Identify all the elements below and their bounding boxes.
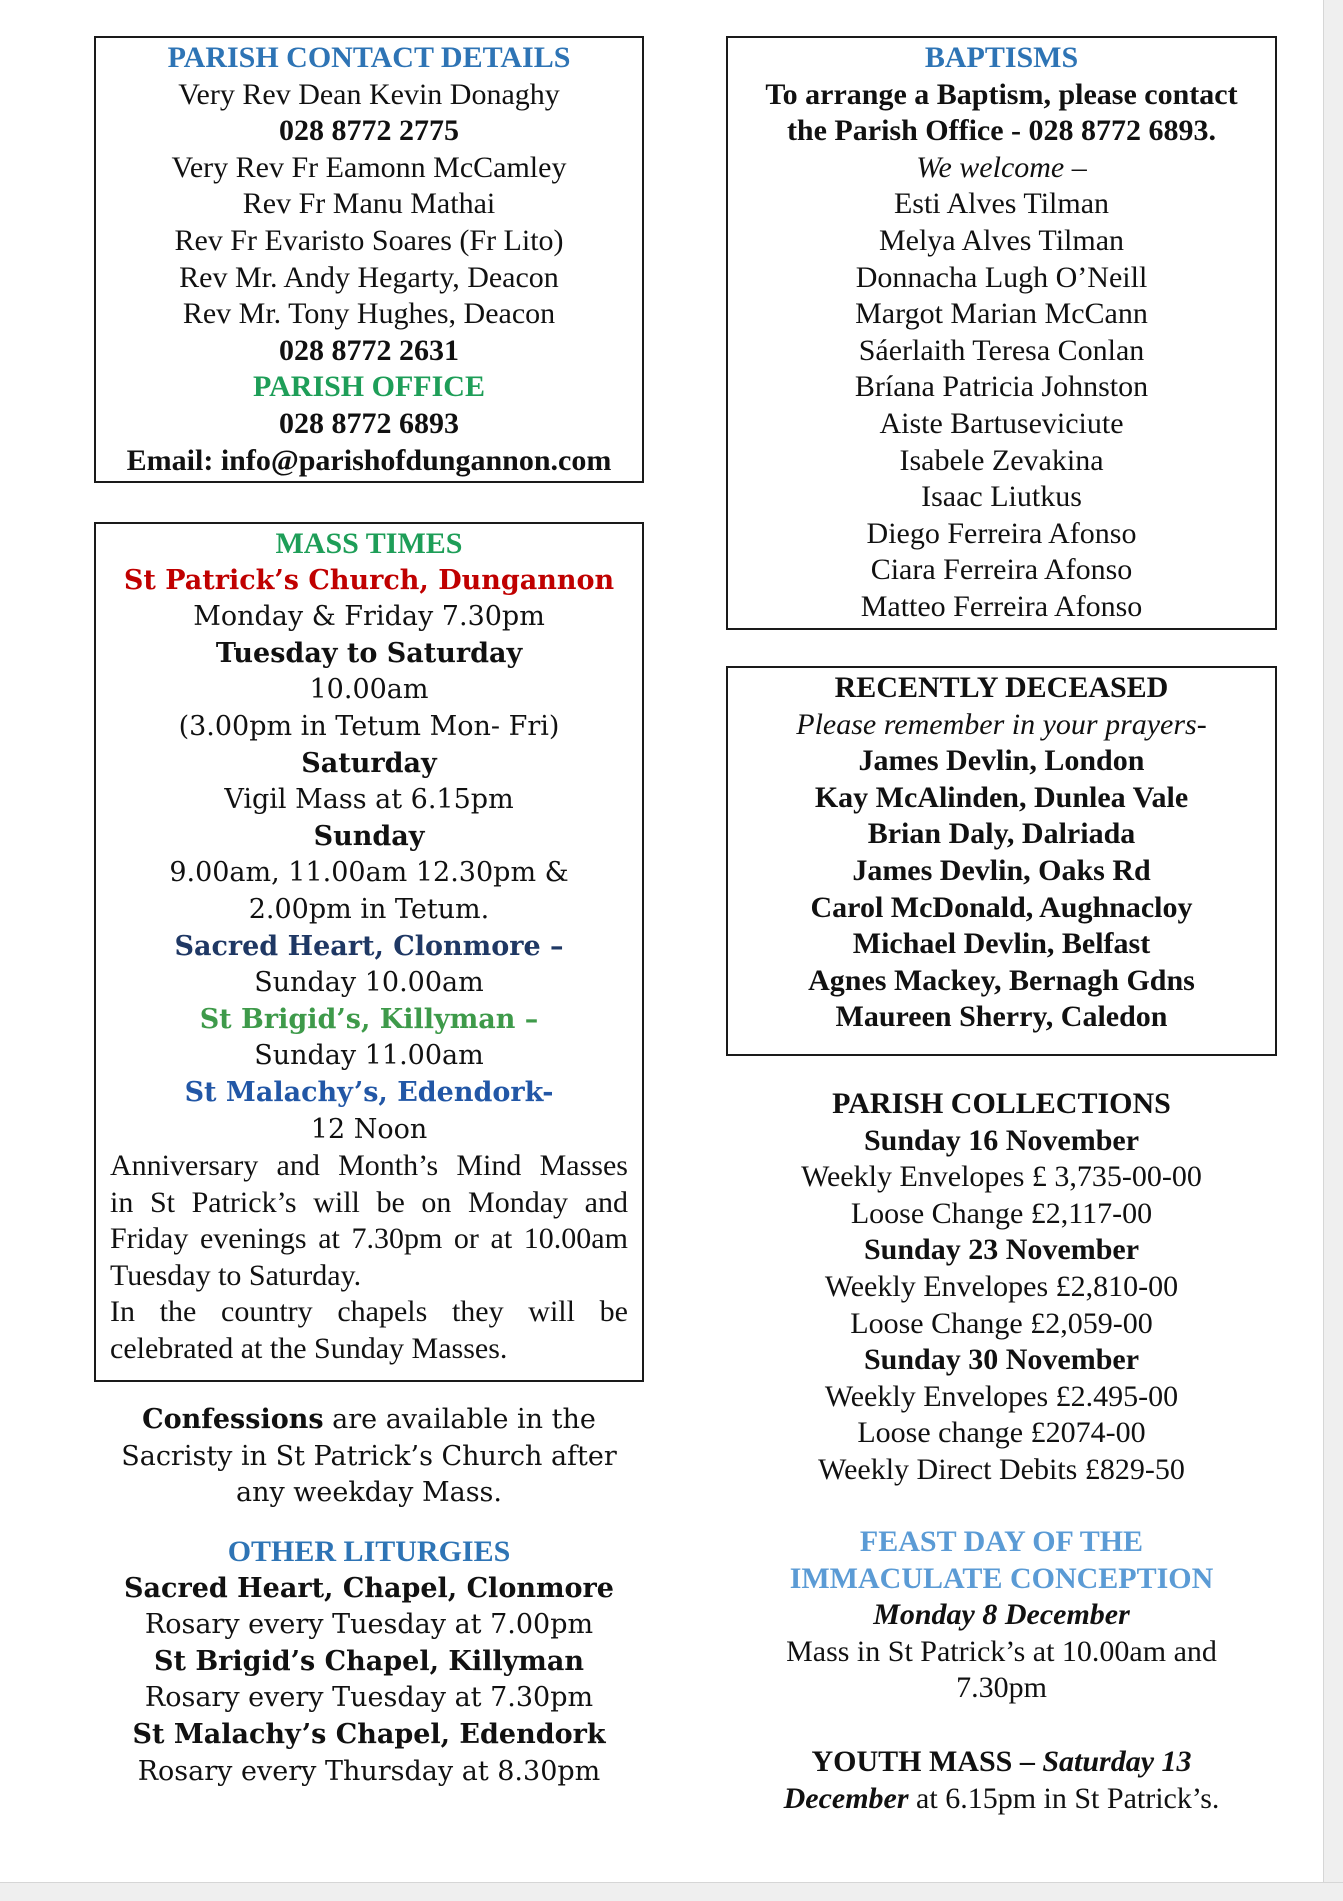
baptisms-box (726, 36, 1277, 630)
word: Monday (468, 1185, 569, 1219)
mass-time: Vigil Mass at 6.15pm (224, 784, 514, 816)
word: on (421, 1185, 452, 1219)
justified-line (110, 1294, 628, 1331)
collections (726, 1086, 1277, 1489)
mass-note: (3.00pm in Tetum Mon- Fri) (178, 710, 560, 742)
baptisms-arrange: To arrange a Baptism, please contact (765, 77, 1238, 111)
baptism-name: Matteo Ferreira Afonso (860, 589, 1143, 623)
collections-heading: PARISH COLLECTIONS (832, 1087, 1171, 1120)
word: and (584, 1185, 628, 1219)
mass-time: 9.00am, 11.00am 12.30pm & (169, 857, 569, 889)
deceased-heading: RECENTLY DECEASED (834, 671, 1169, 704)
word: in (110, 1185, 134, 1219)
contact-clergy: Rev Mr. Tony Hughes, Deacon (182, 297, 556, 331)
liturgy-time: Rosary every Thursday at 8.30pm (137, 1755, 601, 1787)
collection-line: Weekly Envelopes £2.495-00 (824, 1379, 1179, 1413)
word: Month’s (338, 1149, 439, 1183)
justified-line (110, 1148, 628, 1185)
baptism-name: Bríana Patricia Johnston (854, 370, 1149, 404)
mass-heading: MASS TIMES (275, 527, 463, 560)
collection-date: Sunday 16 November (863, 1123, 1140, 1157)
deceased-subtitle: Please remember in your prayers- (796, 707, 1207, 741)
word: Friday (110, 1222, 189, 1256)
feast-text: Mass in St Patrick’s at 10.00am and (786, 1634, 1217, 1668)
word: be (376, 1185, 405, 1219)
mass-time: 12 Noon (310, 1113, 428, 1145)
liturgy-time: Rosary every Tuesday at 7.00pm (144, 1609, 594, 1641)
mass-day-label: Tuesday to Saturday (215, 637, 523, 669)
deceased-name: James Devlin, London (858, 744, 1145, 778)
other-liturgies (94, 1534, 644, 1790)
word: In (110, 1295, 135, 1329)
baptisms-arrange: the Parish Office - 028 8772 6893. (786, 114, 1217, 148)
word: and (276, 1149, 320, 1183)
contact-phone: 028 8772 2775 (279, 114, 459, 148)
liturgy-place: St Malachy’s Chapel, Edendork (132, 1718, 606, 1750)
deceased-name: Carol McDonald, Aughnacloy (810, 890, 1193, 924)
collection-line: Weekly Envelopes £ 3,735-00-00 (801, 1160, 1202, 1194)
church-dungannon: St Patrick’s Church, Dungannon (123, 564, 615, 596)
youth-bold: YOUTH MASS – (811, 1745, 1043, 1778)
contact-box (94, 36, 644, 483)
mass-day-label: Saturday (301, 747, 437, 779)
deceased-name: James Devlin, Oaks Rd (852, 853, 1151, 887)
church-killyman: St Brigid’s, Killyman – (199, 1003, 539, 1035)
page-edge-right (1323, 0, 1343, 1900)
baptism-name: Sáerlaith Teresa Conlan (858, 333, 1145, 367)
confessions-line: any weekday Mass. (235, 1477, 502, 1509)
page-edge-bottom (0, 1882, 1343, 1901)
church-clonmore: Sacred Heart, Clonmore – (174, 930, 564, 962)
baptism-name: Melya Alves Tilman (878, 223, 1125, 257)
justified-line (110, 1185, 628, 1222)
word: country (221, 1295, 313, 1329)
feast-date: Monday 8 December (873, 1598, 1130, 1632)
liturgy-place: St Brigid’s Chapel, Killyman (153, 1645, 585, 1677)
deceased-name: Michael Devlin, Belfast (852, 927, 1151, 961)
baptisms-welcome (728, 150, 1275, 187)
justified-line (110, 1221, 628, 1258)
feast-day (726, 1524, 1277, 1707)
word: will (528, 1295, 575, 1329)
word: at (490, 1222, 513, 1256)
office-heading: PARISH OFFICE (253, 370, 485, 404)
word: 10.00am (523, 1222, 628, 1256)
baptism-name: Aiste Bartuseviciute (879, 406, 1124, 440)
collection-line: Loose change £2074-00 (857, 1416, 1146, 1450)
deceased-name: Agnes Mackey, Bernagh Gdns (808, 963, 1195, 997)
baptisms-heading: BAPTISMS (924, 41, 1079, 74)
collection-line: Weekly Envelopes £2,810-00 (824, 1269, 1179, 1303)
collection-date: Sunday 30 November (863, 1343, 1140, 1377)
contact-phone: 028 8772 2631 (279, 333, 459, 367)
deceased-name: Brian Daly, Dalriada (867, 817, 1136, 851)
word: Patrick’s (191, 1185, 297, 1219)
word: at (318, 1222, 340, 1256)
deceased-name: Maureen Sherry, Caledon (835, 1000, 1168, 1034)
feast-text: 7.30pm (956, 1671, 1047, 1705)
liturgy-time: Rosary every Tuesday at 7.30pm (144, 1682, 594, 1714)
contact-email: Email: info@parishofdungannon.com (126, 443, 612, 477)
country-last-line: celebrated at the Sunday Masses. (110, 1332, 508, 1366)
liturgies-heading: OTHER LITURGIES (227, 1535, 511, 1568)
mass-times-box (94, 522, 644, 1382)
word: or (453, 1222, 479, 1256)
contact-line: Very Rev Dean Kevin Donaghy (178, 77, 560, 111)
word: Masses (539, 1149, 628, 1183)
office-phone: 028 8772 6893 (279, 406, 459, 440)
baptism-name: Donnacha Lugh O’Neill (855, 260, 1148, 294)
deceased-name: Kay McAlinden, Dunlea Vale (814, 780, 1189, 814)
word: will (313, 1185, 360, 1219)
word: the (159, 1295, 197, 1329)
confessions-rest: are available in the (323, 1404, 596, 1435)
contact-clergy: Rev Fr Manu Mathai (242, 187, 496, 221)
confessions-line (94, 1402, 644, 1439)
mass-time: 2.00pm in Tetum. (248, 893, 490, 925)
baptism-name: Margot Marian McCann (855, 297, 1148, 331)
mass-time: Sunday 10.00am (254, 967, 484, 999)
mass-time: Sunday 11.00am (254, 1040, 484, 1072)
collection-line: Loose Change £2,117-00 (850, 1196, 1153, 1230)
word: Mind (456, 1149, 522, 1183)
baptism-name: Isabele Zevakina (899, 443, 1104, 477)
word: chapels (337, 1295, 428, 1329)
collection-line: Weekly Direct Debits £829-50 (818, 1452, 1185, 1486)
confessions-line: Sacristy in St Patrick’s Church after (121, 1440, 617, 1472)
baptism-name: Diego Ferreira Afonso (866, 516, 1137, 550)
youth-line (726, 1744, 1277, 1781)
welcome-dash: – (1064, 150, 1087, 184)
anniversary-last-line: Tuesday to Saturday. (110, 1258, 362, 1292)
youth-date: Saturday 13 (1042, 1745, 1192, 1778)
contact-clergy: Rev Mr. Andy Hegarty, Deacon (179, 260, 559, 294)
mass-time: Monday & Friday 7.30pm (193, 601, 545, 633)
mass-time: 10.00am (309, 674, 429, 706)
mass-day-label: Sunday (313, 820, 425, 852)
word: they (451, 1295, 504, 1329)
church-edendork: St Malachy’s, Edendork- (184, 1076, 554, 1108)
baptism-name: Ciara Ferreira Afonso (870, 553, 1133, 587)
liturgy-place: Sacred Heart, Chapel, Clonmore (124, 1572, 614, 1604)
feast-heading: IMMACULATE CONCEPTION (789, 1561, 1214, 1595)
word: St (149, 1185, 175, 1219)
contact-clergy: Rev Fr Evaristo Soares (Fr Lito) (174, 223, 564, 257)
welcome-italic: We welcome (916, 150, 1065, 184)
deceased-box (726, 666, 1277, 1056)
youth-mass (726, 1744, 1277, 1817)
baptism-name: Esti Alves Tilman (893, 187, 1110, 221)
youth-line (726, 1781, 1277, 1818)
collection-date: Sunday 23 November (863, 1233, 1140, 1267)
anniversary-paragraph (96, 1148, 642, 1368)
baptism-name: Isaac Liutkus (921, 480, 1082, 514)
contact-heading: PARISH CONTACT DETAILS (167, 41, 571, 74)
confessions (94, 1402, 644, 1512)
contact-clergy: Very Rev Fr Eamonn McCamley (171, 150, 567, 184)
collection-line: Loose Change £2,059-00 (850, 1306, 1153, 1340)
feast-heading: FEAST DAY OF THE (859, 1525, 1144, 1558)
word: 7.30pm (351, 1222, 443, 1256)
confessions-bold: Confessions (142, 1404, 324, 1435)
word: evenings (199, 1222, 307, 1256)
youth-rest: at 6.15pm in St Patrick’s. (908, 1781, 1220, 1815)
word: Anniversary (110, 1149, 259, 1183)
word: be (599, 1295, 628, 1329)
youth-date: December (783, 1781, 909, 1815)
